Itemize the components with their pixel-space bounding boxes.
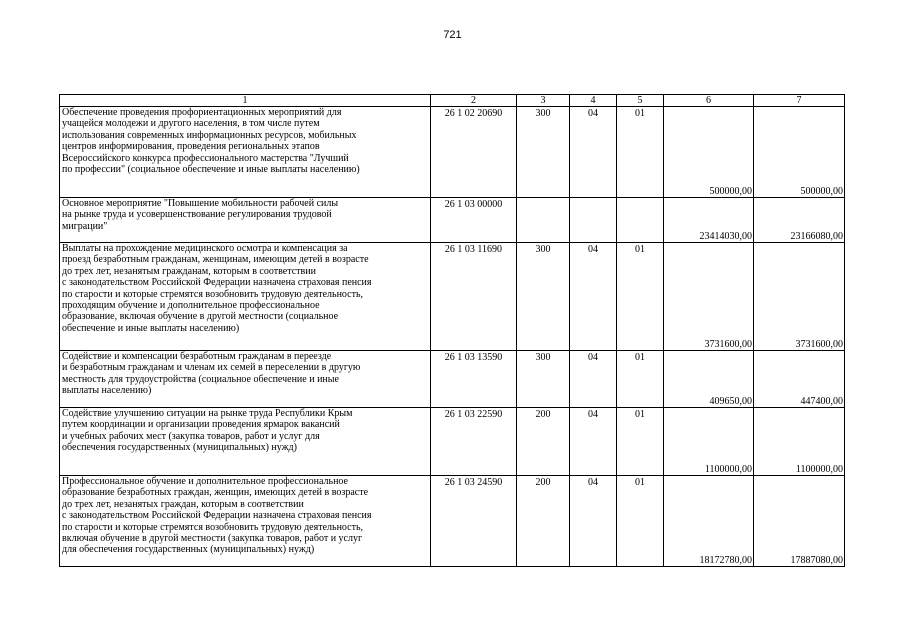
row-amount-col7: 17887080,00 [754, 476, 845, 567]
table-row [60, 408, 845, 476]
row-subsection: 01 [617, 408, 664, 476]
row-amount-col7: 3731600,00 [754, 243, 845, 351]
row-amount-col6: 1100000,00 [664, 408, 754, 476]
row-section: 04 [570, 476, 617, 567]
table-row [60, 243, 845, 351]
row-code: 26 1 03 13590 [431, 351, 517, 408]
header-cell: 5 [617, 95, 664, 107]
row-amount-col7: 23166080,00 [754, 198, 845, 243]
row-subsection: 01 [617, 476, 664, 567]
row-description: Содействие улучшению ситуации на рынке труда Республики Крым путем координации и организации проведения ярмарок вакансий и учебных рабочих мест (закупка товаров, работ и услуг для обеспечения государственных (муниципальных) нужд) [60, 408, 431, 476]
row-code: 26 1 03 00000 [431, 198, 517, 243]
header-cell: 1 [60, 95, 431, 107]
row-subsection: 01 [617, 351, 664, 408]
row-section: 04 [570, 351, 617, 408]
row-expense-type: 300 [517, 243, 570, 351]
row-expense-type: 300 [517, 107, 570, 198]
budget-table [59, 94, 845, 567]
table-header-row [60, 95, 845, 107]
row-description: Выплаты на прохождение медицинского осмотра и компенсация за проезд безработным гражданам, женщинам, имеющим детей в возрасте до трех лет, незанятым гражданам, которым в соответствии с законодательством Российской Федерации назначена страховая пенсия по старости и которые стремятся возобновить трудовую деятельность, проходящим обучение и дополнительное профессиональное образование, включая обучение в другой местности (социальное обеспечение и иные выплаты населению) [60, 243, 431, 351]
row-section: 04 [570, 107, 617, 198]
table-row [60, 476, 845, 567]
row-description: Основное мероприятие "Повышение мобильности рабочей силы на рынке труда и усовершенствование регулирования трудовой миграции" [60, 198, 431, 243]
row-amount-col6: 23414030,00 [664, 198, 754, 243]
row-section: 04 [570, 243, 617, 351]
header-cell: 3 [517, 95, 570, 107]
row-description: Содействие и компенсации безработным гражданам в переезде и безработным гражданам и членам их семей в переселении в другую местность для трудоустройства (социальное обеспечение и иные выплаты населению) [60, 351, 431, 408]
row-amount-col7: 1100000,00 [754, 408, 845, 476]
row-expense-type [517, 198, 570, 243]
row-expense-type: 200 [517, 408, 570, 476]
table-row [60, 351, 845, 408]
row-amount-col6: 3731600,00 [664, 243, 754, 351]
table-row [60, 198, 845, 243]
row-code: 26 1 03 24590 [431, 476, 517, 567]
header-cell: 7 [754, 95, 845, 107]
table-row [60, 107, 845, 198]
page-number: 721 [443, 29, 462, 41]
header-cell: 6 [664, 95, 754, 107]
row-code: 26 1 02 20690 [431, 107, 517, 198]
row-description: Профессиональное обучение и дополнительное профессиональное образование безработных граждан, женщин, имеющих детей в возрасте до трех лет, незанятых граждан, которым в соответствии с законодательством Российской Федерации назначена страховая пенсия по старости и которые стремятся возобновить трудовую деятельность, включая обучение в другой местности (закупка товаров, работ и услуг для обеспечения государственных (муниципальных) нужд) [60, 476, 431, 567]
row-subsection: 01 [617, 107, 664, 198]
row-amount-col6: 18172780,00 [664, 476, 754, 567]
row-code: 26 1 03 11690 [431, 243, 517, 351]
row-subsection: 01 [617, 243, 664, 351]
row-description: Обеспечение проведения профориентационных мероприятий для учащейся молодежи и другого населения, в том числе путем использования современных информационных ресурсов, мобильных центров информирования, проведения региональных этапов Всероссийского конкурса профессионального мастерства "Лучший по профессии" (социальное обеспечение и иные выплаты населению) [60, 107, 431, 198]
row-amount-col6: 500000,00 [664, 107, 754, 198]
row-amount-col6: 409650,00 [664, 351, 754, 408]
row-code: 26 1 03 22590 [431, 408, 517, 476]
row-subsection [617, 198, 664, 243]
header-cell: 4 [570, 95, 617, 107]
header-cell: 2 [431, 95, 517, 107]
row-expense-type: 200 [517, 476, 570, 567]
row-amount-col7: 447400,00 [754, 351, 845, 408]
row-expense-type: 300 [517, 351, 570, 408]
row-section: 04 [570, 408, 617, 476]
row-section [570, 198, 617, 243]
row-amount-col7: 500000,00 [754, 107, 845, 198]
